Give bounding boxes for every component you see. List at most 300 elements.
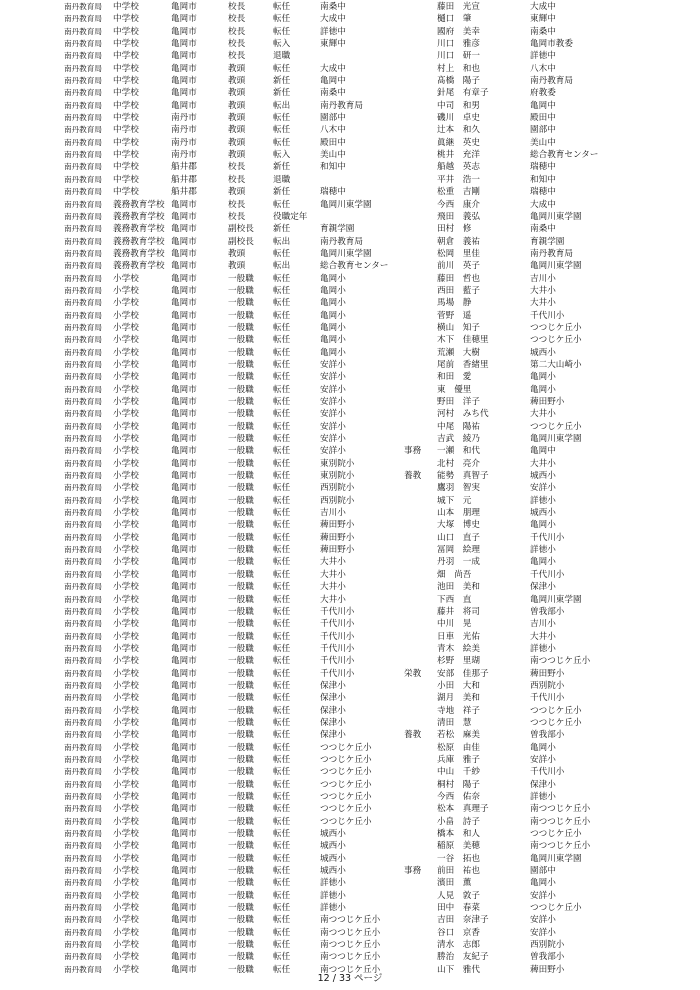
school-type-cell: 小学校: [113, 964, 139, 975]
previous-post-cell: 大井小: [530, 285, 556, 296]
previous-post-cell: 南桑中: [530, 224, 556, 235]
city-cell: 亀岡市: [171, 853, 197, 864]
teacher-name-cell: 木下 佳穂里: [437, 335, 489, 346]
position-cell: 一般職: [228, 619, 254, 630]
city-cell: 亀岡市: [171, 680, 197, 691]
table-row: [0, 816, 700, 828]
assigned-school-cell: 美山中: [320, 150, 346, 161]
office-cell: 南丹教育局: [64, 446, 102, 456]
previous-post-cell: 亀岡小: [530, 520, 556, 531]
city-cell: 亀岡市: [171, 520, 197, 531]
table-row: [0, 877, 700, 889]
office-cell: 南丹教育局: [64, 742, 102, 752]
school-type-cell: 小学校: [113, 779, 139, 790]
position-cell: 校長: [228, 26, 246, 37]
office-cell: 南丹教育局: [64, 51, 102, 61]
previous-post-cell: つつじケ丘小: [530, 421, 582, 432]
teacher-name-cell: 馬場 静: [437, 298, 472, 309]
transfer-type-cell: 転任: [273, 471, 291, 482]
teacher-name-cell: 和田 愛: [437, 372, 472, 383]
transfer-type-cell: 転出: [273, 100, 291, 111]
previous-post-cell: 亀岡川東学園: [530, 261, 582, 272]
school-type-cell: 小学校: [113, 569, 139, 580]
office-cell: 南丹教育局: [64, 594, 102, 604]
teacher-name-cell: 船越 英志: [437, 162, 480, 173]
transfer-type-cell: 転任: [273, 656, 291, 667]
school-type-cell: 小学校: [113, 940, 139, 951]
assigned-school-cell: つつじケ丘小: [320, 742, 372, 753]
office-cell: 南丹教育局: [64, 754, 102, 764]
position-cell: 一般職: [228, 952, 254, 963]
position-cell: 校長: [228, 199, 246, 210]
assigned-school-cell: 城西小: [320, 866, 346, 877]
transfer-type-cell: 転任: [273, 2, 291, 12]
school-type-cell: 小学校: [113, 717, 139, 728]
table-row: [0, 840, 700, 852]
transfer-type-cell: 転任: [273, 804, 291, 815]
table-row: [0, 470, 700, 482]
city-cell: 亀岡市: [171, 606, 197, 617]
teacher-name-cell: 平井 浩一: [437, 174, 480, 185]
assigned-school-cell: 殿田中: [320, 137, 346, 148]
teacher-name-cell: 前川 英子: [437, 261, 480, 272]
transfer-type-cell: 転任: [273, 532, 291, 543]
previous-post-cell: 亀岡小: [530, 742, 556, 753]
city-cell: 亀岡市: [171, 298, 197, 309]
office-cell: 南丹教育局: [64, 471, 102, 481]
table-row: [0, 273, 700, 285]
assigned-school-cell: 南丹教育局: [320, 100, 363, 111]
city-cell: 亀岡市: [171, 915, 197, 926]
table-row: [0, 322, 700, 334]
assigned-school-cell: 南桑中: [320, 2, 346, 12]
office-cell: 南丹教育局: [64, 421, 102, 431]
transfer-type-cell: 転任: [273, 508, 291, 519]
teacher-name-cell: 尾前 香緒里: [437, 359, 489, 370]
assigned-school-cell: つつじケ丘小: [320, 816, 372, 827]
office-cell: 南丹教育局: [64, 458, 102, 468]
assigned-school-cell: 安詳小: [320, 421, 346, 432]
position-cell: 一般職: [228, 335, 254, 346]
transfer-type-cell: 転任: [273, 668, 291, 679]
position-cell: 校長: [228, 211, 246, 222]
school-type-cell: 小学校: [113, 495, 139, 506]
transfer-type-cell: 転任: [273, 335, 291, 346]
teacher-name-cell: 藤田 光宣: [437, 2, 480, 12]
position-cell: 一般職: [228, 717, 254, 728]
transfer-type-cell: 転任: [273, 409, 291, 420]
position-cell: 一般職: [228, 594, 254, 605]
city-cell: 亀岡市: [171, 2, 197, 12]
position-cell: 一般職: [228, 927, 254, 938]
school-type-cell: 小学校: [113, 409, 139, 420]
position-cell: 校長: [228, 174, 246, 185]
city-cell: 亀岡市: [171, 495, 197, 506]
transfer-type-cell: 役職定年: [273, 211, 308, 222]
office-cell: 南丹教育局: [64, 680, 102, 690]
teacher-name-cell: 青木 絵美: [437, 643, 480, 654]
position-cell: 一般職: [228, 285, 254, 296]
school-type-cell: 小学校: [113, 372, 139, 383]
transfer-type-cell: 転任: [273, 890, 291, 901]
table-row: [0, 890, 700, 902]
table-row: [0, 643, 700, 655]
position-cell: 一般職: [228, 434, 254, 445]
table-row: [0, 371, 700, 383]
previous-post-cell: 亀岡中: [530, 446, 556, 457]
previous-post-cell: 薭田野小: [530, 397, 565, 407]
previous-post-cell: 曽我部小: [530, 952, 565, 963]
office-cell: 南丹教育局: [64, 915, 102, 925]
school-type-cell: 小学校: [113, 594, 139, 605]
note-cell: 事務: [404, 866, 422, 877]
school-type-cell: 小学校: [113, 508, 139, 519]
position-cell: 一般職: [228, 705, 254, 716]
table-row: [0, 631, 700, 643]
office-cell: 南丹教育局: [64, 964, 102, 974]
assigned-school-cell: 亀岡小: [320, 298, 346, 309]
teacher-name-cell: 川口 雅彦: [437, 39, 480, 50]
office-cell: 南丹教育局: [64, 174, 102, 184]
table-row: [0, 729, 700, 741]
previous-post-cell: 和知中: [530, 174, 556, 185]
table-row: [0, 544, 700, 556]
assigned-school-cell: 安詳小: [320, 434, 346, 445]
previous-post-cell: 南桑中: [530, 26, 556, 37]
city-cell: 亀岡市: [171, 39, 197, 50]
position-cell: 一般職: [228, 495, 254, 506]
school-type-cell: 小学校: [113, 853, 139, 864]
table-row: [0, 717, 700, 729]
transfer-type-cell: 転任: [273, 458, 291, 469]
table-row: [0, 927, 700, 939]
table-row: [0, 705, 700, 717]
assigned-school-cell: つつじケ丘小: [320, 767, 372, 778]
transfer-type-cell: 転任: [273, 434, 291, 445]
city-cell: 亀岡市: [171, 285, 197, 296]
teacher-name-cell: 松本 真理子: [437, 804, 489, 815]
office-cell: 南丹教育局: [64, 890, 102, 900]
previous-post-cell: 亀岡川東学園: [530, 434, 582, 445]
table-row: [0, 26, 700, 38]
teacher-name-cell: 中川 晃: [437, 619, 472, 630]
assigned-school-cell: 亀岡小: [320, 273, 346, 284]
office-cell: 南丹教育局: [64, 26, 102, 36]
previous-post-cell: 詳徳小: [530, 545, 556, 556]
school-type-cell: 小学校: [113, 359, 139, 370]
previous-post-cell: 亀岡川東学園: [530, 594, 582, 605]
school-type-cell: 小学校: [113, 680, 139, 691]
assigned-school-cell: 城西小: [320, 829, 346, 840]
position-cell: 一般職: [228, 372, 254, 383]
city-cell: 亀岡市: [171, 372, 197, 383]
office-cell: 南丹教育局: [64, 14, 102, 24]
school-type-cell: 小学校: [113, 520, 139, 531]
office-cell: 南丹教育局: [64, 927, 102, 937]
city-cell: 亀岡市: [171, 619, 197, 630]
assigned-school-cell: 保津小: [320, 693, 346, 704]
previous-post-cell: 曽我部小: [530, 606, 565, 617]
office-cell: 南丹教育局: [64, 878, 102, 888]
transfer-type-cell: 転任: [273, 903, 291, 914]
city-cell: 亀岡市: [171, 792, 197, 802]
previous-post-cell: つつじケ丘小: [530, 717, 582, 728]
transfer-type-cell: 転任: [273, 273, 291, 284]
school-type-cell: 小学校: [113, 557, 139, 568]
note-cell: 栄教: [404, 668, 422, 679]
position-cell: 一般職: [228, 347, 254, 358]
table-row: [0, 939, 700, 951]
position-cell: 一般職: [228, 557, 254, 568]
school-type-cell: 小学校: [113, 285, 139, 296]
table-row: [0, 174, 700, 186]
assigned-school-cell: 千代川小: [320, 668, 355, 679]
school-type-cell: 小学校: [113, 471, 139, 482]
transfer-type-cell: 転任: [273, 643, 291, 654]
school-type-cell: 小学校: [113, 298, 139, 309]
table-row: [0, 347, 700, 359]
table-row: [0, 692, 700, 704]
assigned-school-cell: 保津小: [320, 717, 346, 728]
teacher-name-cell: 北村 亮介: [437, 458, 480, 469]
teacher-name-cell: 杉野 里瑚: [437, 656, 480, 667]
city-cell: 亀岡市: [171, 866, 197, 877]
office-cell: 南丹教育局: [64, 495, 102, 505]
teacher-name-cell: 畑 尚吾: [437, 569, 472, 580]
position-cell: 一般職: [228, 804, 254, 815]
school-type-cell: 小学校: [113, 273, 139, 284]
office-cell: 南丹教育局: [64, 187, 102, 197]
city-cell: 亀岡市: [171, 952, 197, 963]
school-type-cell: 小学校: [113, 829, 139, 840]
table-row: [0, 594, 700, 606]
transfer-type-cell: 転任: [273, 545, 291, 556]
assigned-school-cell: 大井小: [320, 557, 346, 568]
teacher-name-cell: 辻本 和久: [437, 125, 480, 136]
teacher-name-cell: 清田 慧: [437, 717, 472, 728]
office-cell: 南丹教育局: [64, 310, 102, 320]
position-cell: 教頭: [228, 137, 246, 148]
position-cell: 一般職: [228, 298, 254, 309]
office-cell: 南丹教育局: [64, 779, 102, 789]
position-cell: 一般職: [228, 656, 254, 667]
office-cell: 南丹教育局: [64, 88, 102, 98]
teacher-name-cell: 下西 直: [437, 594, 472, 605]
assigned-school-cell: 千代川小: [320, 606, 355, 617]
previous-post-cell: 大成中: [530, 199, 556, 210]
assigned-school-cell: 安詳小: [320, 397, 346, 407]
previous-post-cell: 詳徳小: [530, 792, 556, 802]
city-cell: 亀岡市: [171, 26, 197, 37]
transfer-type-cell: 転任: [273, 952, 291, 963]
city-cell: 亀岡市: [171, 964, 197, 975]
table-row: [0, 248, 700, 260]
teacher-name-cell: 寺地 祥子: [437, 705, 480, 716]
previous-post-cell: つつじケ丘小: [530, 903, 582, 914]
assigned-school-cell: 詳徳小: [320, 903, 346, 914]
office-cell: 南丹教育局: [64, 162, 102, 172]
table-row: [0, 50, 700, 62]
assigned-school-cell: 総合教育センター: [320, 261, 389, 272]
table-row: [0, 186, 700, 198]
transfer-type-cell: 転任: [273, 347, 291, 358]
school-type-cell: 小学校: [113, 890, 139, 901]
city-cell: 亀岡市: [171, 545, 197, 556]
city-cell: 亀岡市: [171, 656, 197, 667]
city-cell: 亀岡市: [171, 643, 197, 654]
office-cell: 南丹教育局: [64, 903, 102, 913]
teacher-name-cell: 村上 和也: [437, 63, 480, 74]
table-row: [0, 853, 700, 865]
position-cell: 教頭: [228, 88, 246, 99]
transfer-type-cell: 転任: [273, 693, 291, 704]
table-row: [0, 260, 700, 272]
position-cell: 一般職: [228, 582, 254, 593]
assigned-school-cell: 大井小: [320, 569, 346, 580]
position-cell: 一般職: [228, 631, 254, 642]
office-cell: 南丹教育局: [64, 409, 102, 419]
teacher-name-cell: 菅野 遥: [437, 310, 472, 321]
teacher-name-cell: 大塚 博史: [437, 520, 480, 531]
teacher-name-cell: 髙橋 陽子: [437, 76, 480, 87]
city-cell: 亀岡市: [171, 310, 197, 321]
position-cell: 一般職: [228, 915, 254, 926]
table-row: [0, 421, 700, 433]
previous-post-cell: 安詳小: [530, 483, 556, 494]
transfer-type-cell: 転任: [273, 557, 291, 568]
transfer-type-cell: 転任: [273, 878, 291, 889]
city-cell: 亀岡市: [171, 730, 197, 741]
assigned-school-cell: 西別院小: [320, 495, 355, 506]
school-type-cell: 小学校: [113, 483, 139, 494]
transfer-type-cell: 新任: [273, 76, 291, 87]
office-cell: 南丹教育局: [64, 557, 102, 567]
teacher-name-cell: 池田 美和: [437, 582, 480, 593]
city-cell: 亀岡市: [171, 754, 197, 765]
teacher-name-cell: 河村 みち代: [437, 409, 489, 420]
previous-post-cell: 吉川小: [530, 619, 556, 630]
previous-post-cell: 大井小: [530, 298, 556, 309]
school-type-cell: 小学校: [113, 335, 139, 346]
transfer-type-cell: 転任: [273, 594, 291, 605]
position-cell: 教頭: [228, 261, 246, 272]
position-cell: 校長: [228, 51, 246, 62]
transfer-type-cell: 転任: [273, 113, 291, 124]
previous-post-cell: 西別院小: [530, 680, 565, 691]
city-cell: 亀岡市: [171, 742, 197, 753]
city-cell: 亀岡市: [171, 248, 197, 259]
assigned-school-cell: 亀岡小: [320, 347, 346, 358]
transfer-type-cell: 転出: [273, 261, 291, 272]
position-cell: 一般職: [228, 532, 254, 543]
office-cell: 南丹教育局: [64, 483, 102, 493]
assigned-school-cell: 大井小: [320, 594, 346, 605]
office-cell: 南丹教育局: [64, 606, 102, 616]
position-cell: 一般職: [228, 903, 254, 914]
assigned-school-cell: 大成中: [320, 63, 346, 74]
table-row: [0, 655, 700, 667]
office-cell: 南丹教育局: [64, 384, 102, 394]
transfer-type-cell: 転任: [273, 816, 291, 827]
office-cell: 南丹教育局: [64, 508, 102, 518]
office-cell: 南丹教育局: [64, 248, 102, 258]
teacher-name-cell: 針尾 有章子: [437, 88, 489, 99]
office-cell: 南丹教育局: [64, 125, 102, 135]
table-row: [0, 396, 700, 408]
city-cell: 亀岡市: [171, 322, 197, 333]
table-row: [0, 914, 700, 926]
assigned-school-cell: 東輝中: [320, 39, 346, 50]
office-cell: 南丹教育局: [64, 952, 102, 962]
previous-post-cell: 千代川小: [530, 310, 565, 321]
transfer-type-cell: 転任: [273, 940, 291, 951]
assigned-school-cell: 西別院小: [320, 483, 355, 494]
city-cell: 亀岡市: [171, 335, 197, 346]
table-row: [0, 581, 700, 593]
school-type-cell: 小学校: [113, 878, 139, 889]
transfer-type-cell: 転任: [273, 322, 291, 333]
previous-post-cell: 安詳小: [530, 890, 556, 901]
previous-post-cell: 南つつじケ丘小: [530, 804, 591, 815]
table-row: [0, 112, 700, 124]
school-type-cell: 中学校: [113, 76, 139, 87]
position-cell: 一般職: [228, 730, 254, 741]
table-row: [0, 384, 700, 396]
office-cell: 南丹教育局: [64, 76, 102, 86]
position-cell: 一般職: [228, 446, 254, 457]
office-cell: 南丹教育局: [64, 236, 102, 246]
office-cell: 南丹教育局: [64, 100, 102, 110]
transfer-type-cell: 転任: [273, 841, 291, 852]
position-cell: 一般職: [228, 878, 254, 889]
teacher-name-cell: 兵庫 雅子: [437, 754, 480, 765]
transfer-type-cell: 転任: [273, 754, 291, 765]
table-row: [0, 408, 700, 420]
teacher-name-cell: 濱田 薫: [437, 878, 472, 889]
school-type-cell: 小学校: [113, 816, 139, 827]
position-cell: 教頭: [228, 76, 246, 87]
teacher-name-cell: 鷹羽 智実: [437, 483, 480, 494]
table-row: [0, 482, 700, 494]
table-row: [0, 902, 700, 914]
position-cell: 一般職: [228, 816, 254, 827]
school-type-cell: 小学校: [113, 384, 139, 395]
transfer-type-cell: 転任: [273, 495, 291, 506]
position-cell: 教頭: [228, 63, 246, 74]
teacher-name-cell: 丹羽 一成: [437, 557, 480, 568]
teacher-name-cell: 横山 知子: [437, 322, 480, 333]
city-cell: 亀岡市: [171, 261, 197, 272]
office-cell: 南丹教育局: [64, 853, 102, 863]
assigned-school-cell: つつじケ丘小: [320, 754, 372, 765]
teacher-name-cell: 山下 雅代: [437, 964, 480, 975]
table-row: [0, 606, 700, 618]
table-row: [0, 236, 700, 248]
table-row: [0, 618, 700, 630]
assigned-school-cell: 保津小: [320, 680, 346, 691]
office-cell: 南丹教育局: [64, 261, 102, 271]
table-row: [0, 803, 700, 815]
transfer-type-cell: 転任: [273, 14, 291, 25]
city-cell: 亀岡市: [171, 779, 197, 790]
transfer-type-cell: 新任: [273, 224, 291, 235]
transfer-type-cell: 転任: [273, 582, 291, 593]
city-cell: 亀岡市: [171, 273, 197, 284]
transfer-type-cell: 転任: [273, 63, 291, 74]
city-cell: 亀岡市: [171, 829, 197, 840]
school-type-cell: 小学校: [113, 458, 139, 469]
teacher-name-cell: 人見 敦子: [437, 890, 480, 901]
